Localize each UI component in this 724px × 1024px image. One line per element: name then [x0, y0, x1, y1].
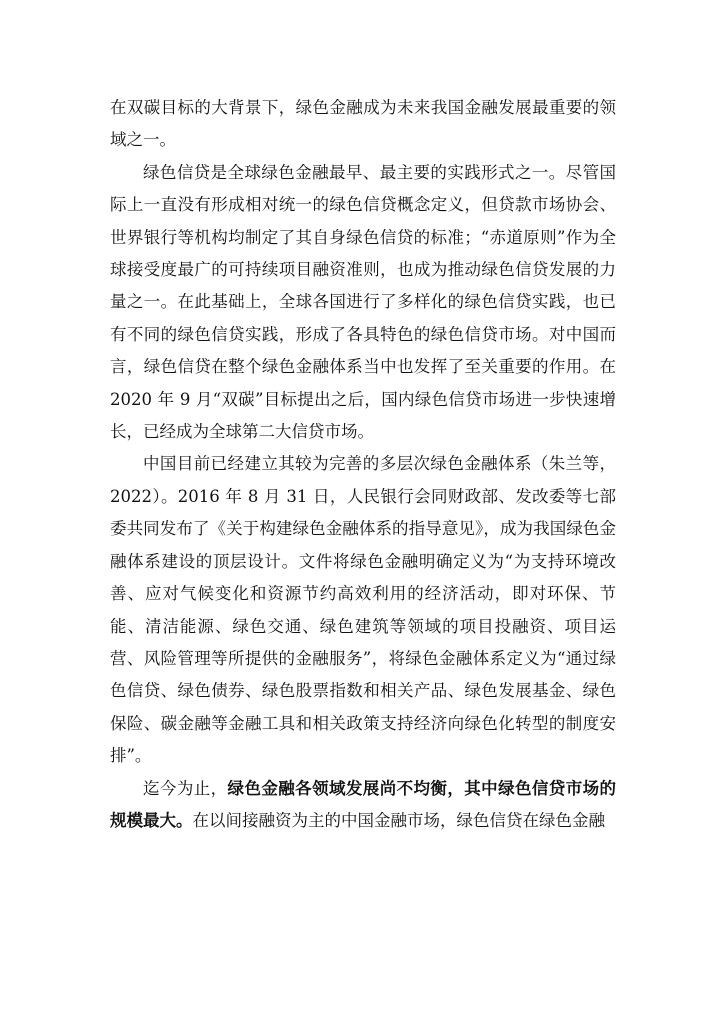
paragraph-4-text-start: 迄今为止，	[143, 778, 228, 798]
paragraph-4	[110, 773, 616, 838]
paragraph-1	[110, 92, 616, 157]
body-text	[110, 92, 616, 837]
paragraph-3-text: 中国目前已经建立其较为完善的多层次绿色金融体系（朱兰等，2022）。2016 年 8 月 31 日，人民银行会同财政部、发改委等七部委共同发布了《关于构建绿色金融体系的指导意见》，成为我国绿色金融体系建设的顶层设计。文件将绿色金融明确定义为“为支持环境改善、应对气候变化和资源节约高效利用的经济活动，即对环保、节能、清洁能源、绿色交通、绿色建筑等领域的项目投融资、项目运营、风险管理等所提供的金融服务”，将绿色金融体系定义为“通过绿色信贷、绿色债券、绿色股票指数和相关产品、绿色发展基金、绿色保险、碳金融等金融工具和相关政策支持经济向绿色化转型的制度安排”。	[110, 454, 616, 766]
paragraph-2-text: 绿色信贷是全球绿色金融最早、最主要的实践形式之一。尽管国际上一直没有形成相对统一的绿色信贷概念定义，但贷款市场协会、世界银行等机构均制定了其自身绿色信贷的标准；“赤道原则”作为全球接受度最广的可持续项目融资准则，也成为推动绿色信贷发展的力量之一。在此基础上，全球各国进行了多样化的绿色信贷实践，也已有不同的绿色信贷实践，形成了各具特色的绿色信贷市场。对中国而言，绿色信贷在整个绿色金融体系当中也发挥了至关重要的作用。在 2020 年 9 月“双碳”目标提出之后，国内绿色信贷市场进一步快速增长，已经成为全球第二大信贷市场。	[110, 162, 616, 442]
paragraph-4-text-end: 在以间接融资为主的中国金融市场，绿色信贷在绿色金融	[192, 810, 605, 830]
paragraph-3	[110, 448, 616, 772]
paragraph-2	[110, 157, 616, 449]
paragraph-4-bold-emphasis: 绿色金融各领域发展尚不均衡，其中绿色信贷市场的规模最大。	[110, 778, 617, 830]
paragraph-1-text: 在双碳目标的大背景下，绿色金融成为未来我国金融发展最重要的领域之一。	[110, 98, 616, 150]
